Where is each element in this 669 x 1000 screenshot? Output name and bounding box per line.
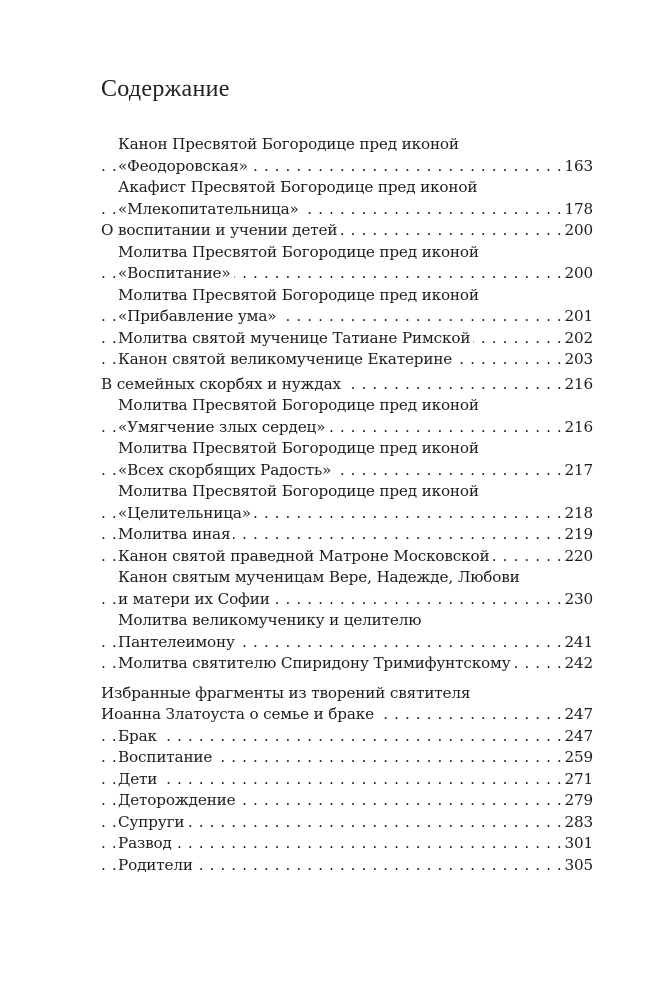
toc-entry-title: Канон святой великомученице Екатерине	[118, 350, 455, 368]
toc-entry-title: Деторождение	[118, 791, 239, 809]
toc-section	[101, 683, 593, 705]
toc-entry-title: «Умягчение злых сердец»	[118, 418, 328, 436]
toc-entry	[101, 610, 593, 632]
toc-entry-title: Молитва Пресвятой Богородице пред иконой	[118, 439, 482, 457]
toc-entry-title: Канон Пресвятой Богородице пред иконой	[118, 135, 462, 153]
toc-section	[101, 220, 593, 242]
toc-page-number: 247	[561, 726, 593, 748]
toc-entry-title: Молитва Пресвятой Богородице пред иконой	[118, 286, 482, 304]
toc-entry	[101, 349, 593, 371]
toc-page-number: 202	[561, 328, 593, 350]
toc-entry-title: Родители	[118, 856, 196, 874]
toc-entry	[101, 306, 593, 328]
toc-page-number: 178	[561, 199, 593, 221]
toc-entry	[101, 747, 593, 769]
toc-entry	[101, 395, 593, 417]
toc-entry	[101, 438, 593, 460]
toc-page-number: 216	[561, 417, 593, 439]
toc-page-number: 217	[561, 460, 593, 482]
toc-entry	[101, 726, 593, 748]
toc-entry-title: Молитва Пресвятой Богородице пред иконой	[118, 482, 482, 500]
toc-entry-title: Пантелеимону	[118, 633, 238, 651]
toc-entry	[101, 417, 593, 439]
toc-section	[101, 704, 593, 726]
toc-entry	[101, 790, 593, 812]
toc-page-number: 220	[561, 546, 593, 568]
toc-page-number: 301	[561, 833, 593, 855]
toc-page-number: 241	[561, 632, 593, 654]
toc-entry-title: Канон святым мученицам Вере, Надежде, Любови	[118, 568, 523, 586]
toc-section	[101, 374, 593, 396]
toc-page-number: 271	[561, 769, 593, 791]
toc-entry	[101, 632, 593, 654]
toc-entry	[101, 242, 593, 264]
toc-page-number: 259	[561, 747, 593, 769]
toc-entry	[101, 833, 593, 855]
page-title: Содержание	[101, 76, 230, 102]
toc-section-title: В семейных скорбях и нуждах	[101, 375, 344, 393]
toc-entry-title: Молитва святой мученице Татиане Римской	[118, 329, 473, 347]
toc-entry	[101, 134, 593, 156]
toc-entry-title: Супруги	[118, 813, 187, 831]
toc-page-number: 283	[561, 812, 593, 834]
toc-entry-title: Брак	[118, 727, 160, 745]
toc-entry	[101, 546, 593, 568]
toc-page-number: 219	[561, 524, 593, 546]
toc-entry-title: Канон святой праведной Матроне Московской	[118, 547, 492, 565]
toc-entry-title: «Воспитание»	[118, 264, 234, 282]
toc-page-number: 305	[561, 855, 593, 877]
toc-page-number: 203	[561, 349, 593, 371]
toc-page-number: 200	[561, 220, 593, 242]
toc-entry-title: Молитва великомученику и целителю	[118, 611, 424, 629]
table-of-contents	[101, 134, 593, 876]
toc-entry-title: Молитва святителю Спиридону Тримифунтскому	[118, 654, 514, 672]
toc-entry-title: Молитва Пресвятой Богородице пред иконой	[118, 243, 482, 261]
toc-page-number: 242	[561, 653, 593, 675]
toc-page-number: 200	[561, 263, 593, 285]
toc-entry-title: Дети	[118, 770, 160, 788]
toc-page-number: 216	[561, 374, 593, 396]
toc-section-title: Избранные фрагменты из творений святителя	[101, 684, 473, 702]
toc-entry	[101, 855, 593, 877]
toc-entry-title: Молитва Пресвятой Богородице пред иконой	[118, 396, 482, 414]
toc-entry	[101, 199, 593, 221]
toc-entry-title: «Всех скорбящих Радость»	[118, 461, 334, 479]
toc-entry	[101, 263, 593, 285]
toc-entry-title: Акафист Пресвятой Богородице пред иконой	[118, 178, 480, 196]
toc-page-number: 247	[561, 704, 593, 726]
toc-entry-title: «Прибавление ума»	[118, 307, 279, 325]
toc-entry-title: Развод	[118, 834, 175, 852]
toc-entry	[101, 460, 593, 482]
toc-entry	[101, 653, 593, 675]
toc-entry	[101, 156, 593, 178]
toc-entry	[101, 812, 593, 834]
toc-entry	[101, 481, 593, 503]
toc-section-title: О воспитании и учении детей	[101, 221, 340, 239]
toc-entry-title: «Феодоровская»	[118, 157, 251, 175]
toc-page-number: 163	[561, 156, 593, 178]
toc-entry	[101, 285, 593, 307]
toc-entry-title: Молитва иная	[118, 525, 233, 543]
toc-entry-title: и матери их Софии	[118, 590, 273, 608]
toc-entry	[101, 769, 593, 791]
toc-entry	[101, 503, 593, 525]
toc-entry-title: Воспитание	[118, 748, 215, 766]
toc-page-number: 201	[561, 306, 593, 328]
toc-entry-title: «Млекопитательница»	[118, 200, 302, 218]
toc-page-number: 279	[561, 790, 593, 812]
toc-page-number: 218	[561, 503, 593, 525]
toc-entry	[101, 567, 593, 589]
toc-entry	[101, 589, 593, 611]
toc-entry	[101, 524, 593, 546]
toc-entry	[101, 177, 593, 199]
toc-section-title: Иоанна Златоуста о семье и браке	[101, 705, 377, 723]
toc-entry-title: «Целительница»	[118, 504, 254, 522]
toc-entry	[101, 328, 593, 350]
toc-page-number: 230	[561, 589, 593, 611]
